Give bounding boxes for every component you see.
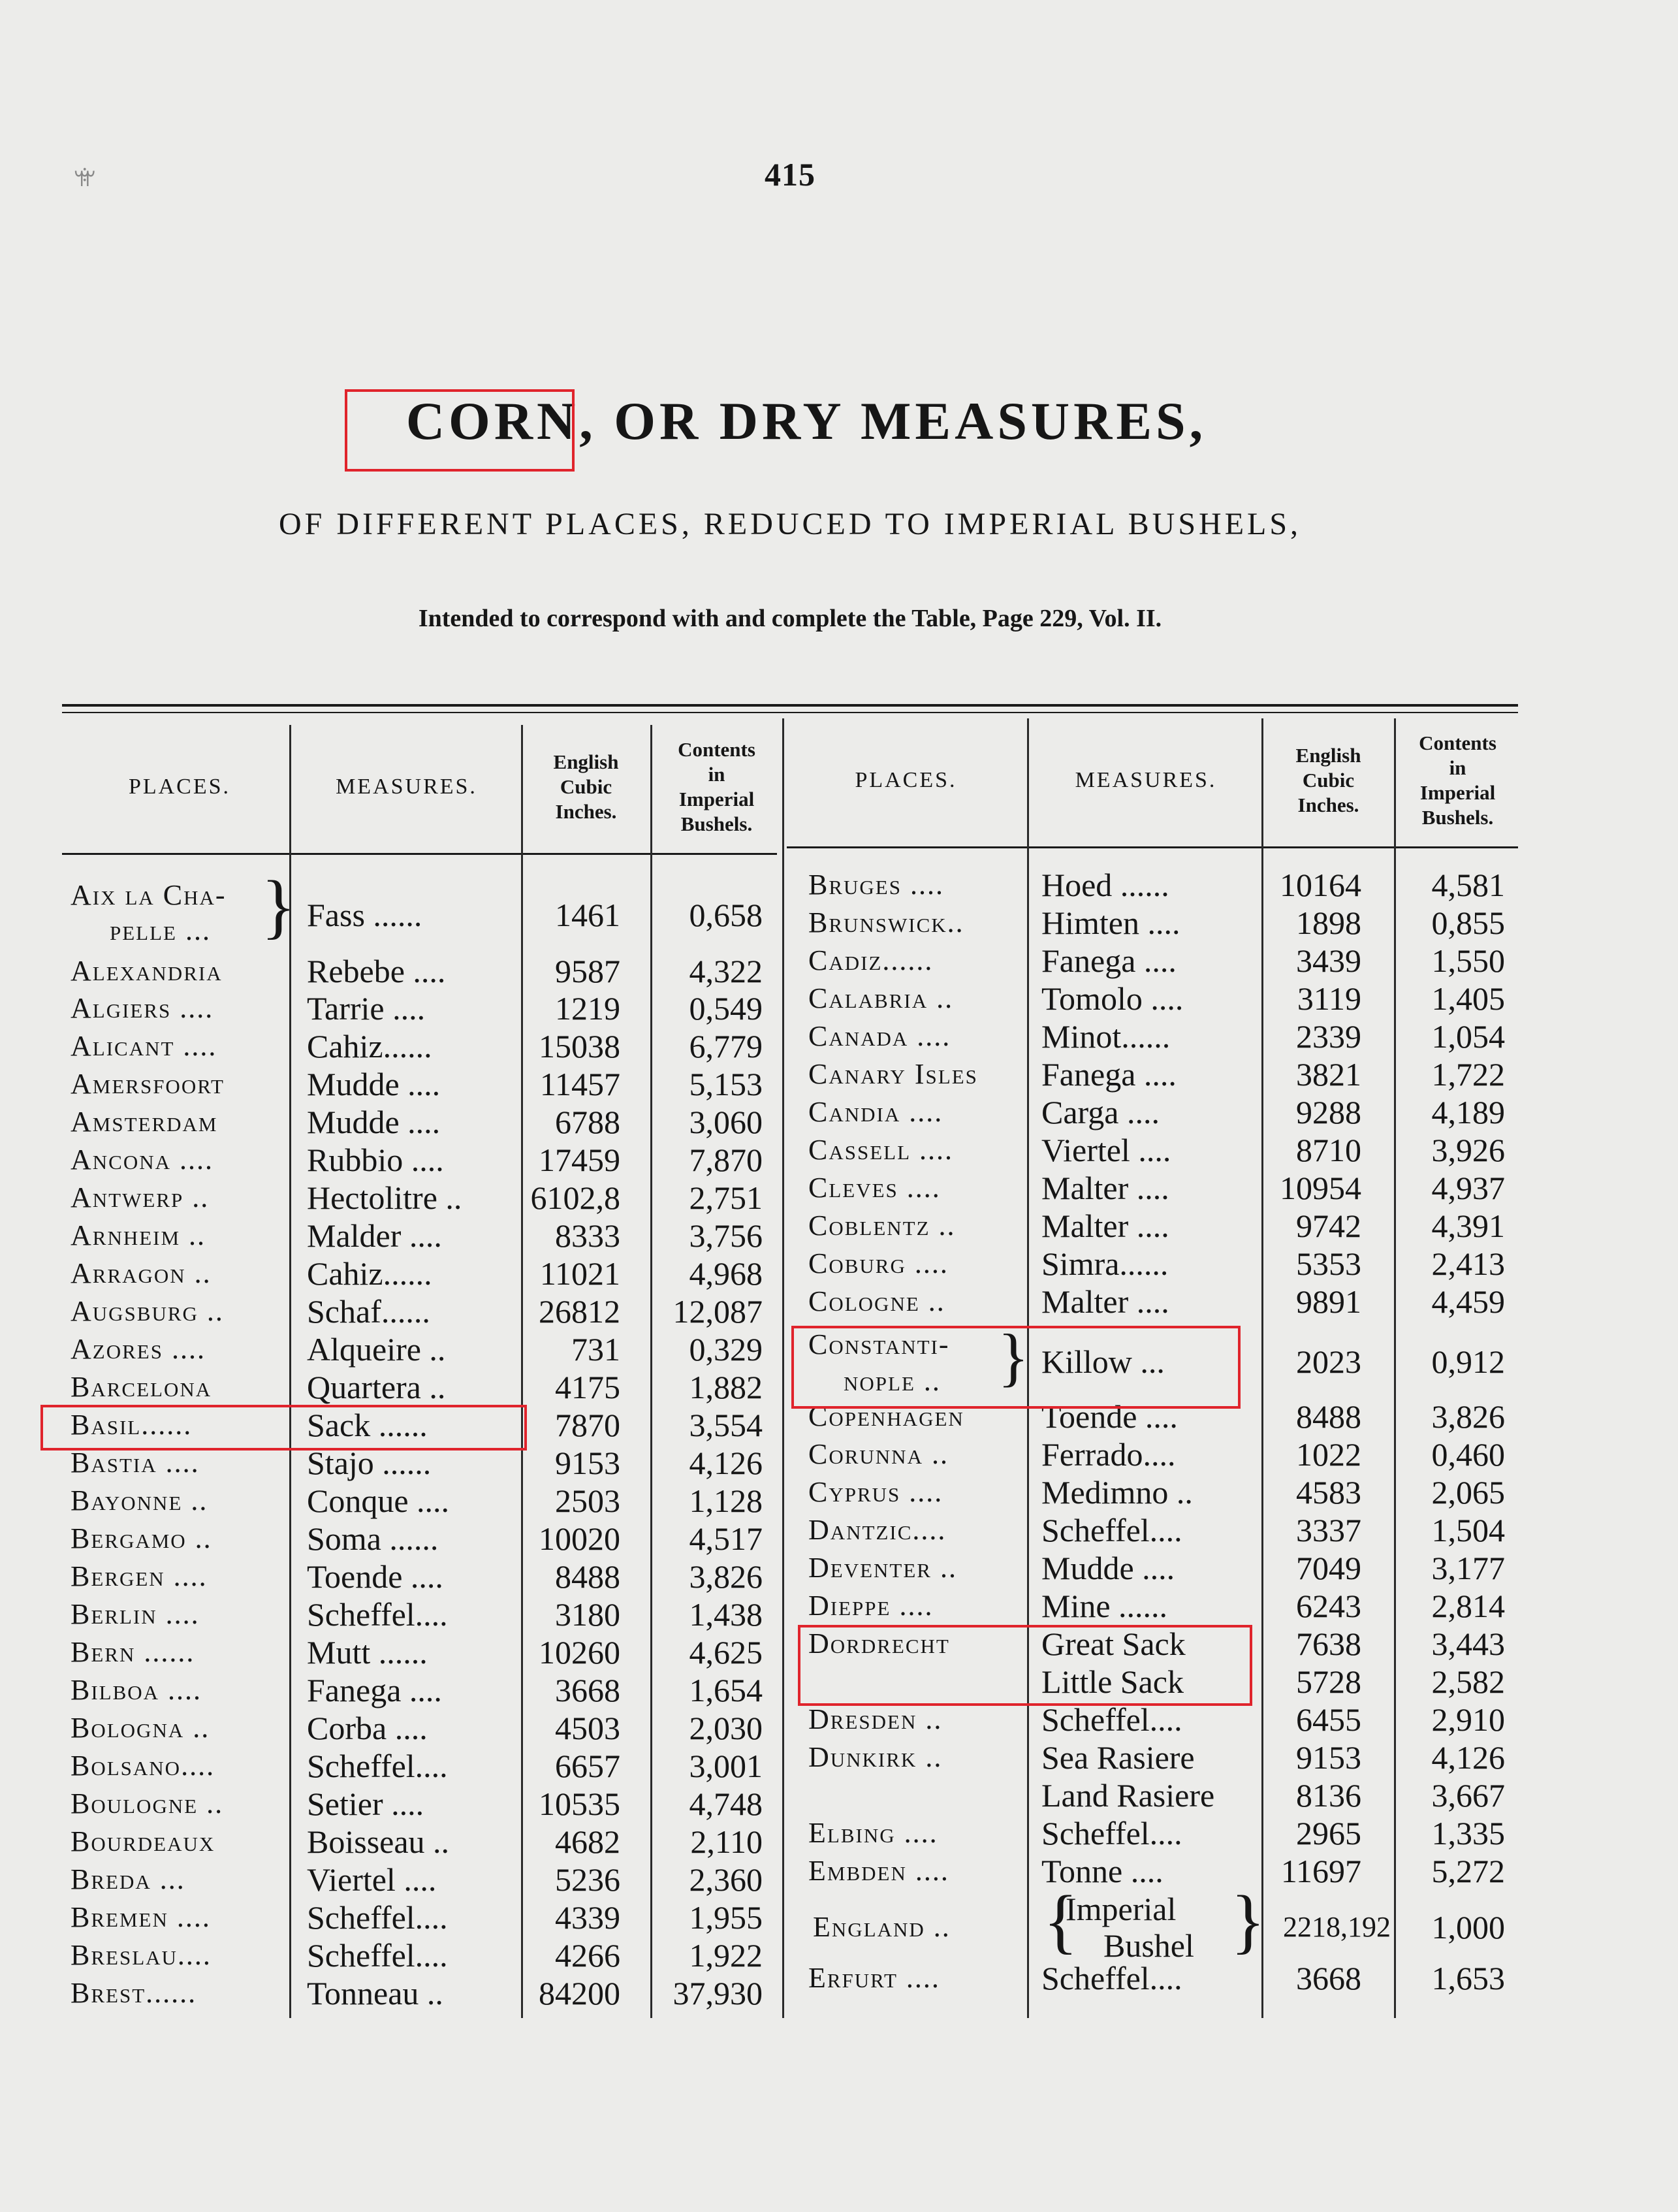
inches-cell: 8488: [555, 1558, 620, 1595]
inches-cell: 84200: [539, 1975, 620, 2012]
place-cell: Canada ....: [808, 1020, 951, 1052]
measure-cell: Schaf......: [307, 1293, 430, 1330]
bushels-cell: 2,030: [689, 1710, 763, 1746]
measure-cell: Little Sack: [1041, 1663, 1184, 1700]
bushels-cell: 3,554: [689, 1407, 763, 1443]
measure-cell: Quartera ..: [307, 1369, 446, 1405]
inches-cell: 15038: [539, 1028, 620, 1065]
measure-cell: Mudde ....: [1041, 1550, 1175, 1586]
inches-cell: 2339: [1296, 1018, 1361, 1055]
place-cell: Bergamo ..: [71, 1522, 212, 1554]
inches-cell: 1022: [1296, 1436, 1361, 1473]
bushels-cell: 1,000: [1431, 1909, 1505, 1946]
bushels-cell: 3,177: [1431, 1550, 1505, 1586]
header-contents-line: Imperial: [678, 788, 755, 810]
bushels-cell: 4,126: [689, 1445, 763, 1481]
inches-cell: 3119: [1297, 980, 1361, 1017]
inches-cell: 10954: [1280, 1170, 1361, 1206]
inches-cell: 6657: [555, 1748, 620, 1784]
place-cell: Brunswick..: [808, 906, 964, 938]
header-inches-line: Inches.: [555, 800, 617, 823]
inches-cell: 1898: [1296, 905, 1361, 941]
inches-cell: 9153: [555, 1445, 620, 1481]
brace-mark: }: [261, 866, 296, 946]
bushels-cell: 2,065: [1431, 1474, 1505, 1511]
table-top-rule-thin: [62, 712, 1518, 713]
bushels-cell: 4,968: [689, 1255, 763, 1292]
place-cell: Coburg ....: [808, 1247, 949, 1279]
measure-cell: Toende ....: [1041, 1398, 1178, 1435]
measure-cell: Ferrado....: [1041, 1436, 1176, 1473]
place-cell: Erfurt ....: [808, 1962, 940, 1994]
inches-cell: 731: [571, 1331, 620, 1368]
bushels-cell: 2,582: [1431, 1663, 1505, 1700]
bushels-cell: 1,654: [689, 1672, 763, 1708]
measure-cell: Malter ....: [1041, 1283, 1169, 1320]
measure-cell: Scheffel....: [1041, 1815, 1182, 1851]
place-cell: Augsburg ..: [71, 1295, 224, 1327]
bushels-cell: 2,910: [1431, 1701, 1505, 1738]
bushels-cell: 1,882: [689, 1369, 763, 1405]
header-inches-right: [1265, 725, 1392, 836]
bushels-cell: 6,779: [689, 1028, 763, 1065]
measure-cell: Scheffel....: [307, 1596, 448, 1633]
bushels-cell: 4,937: [1431, 1170, 1505, 1206]
inches-cell: 2218,192: [1283, 1911, 1391, 1943]
header-contents-right: [1397, 722, 1518, 839]
header-contents-line: Bushels.: [1421, 806, 1494, 829]
place-cell: Bologna ..: [71, 1712, 210, 1744]
measure-cell: Scheffel....: [1041, 1960, 1182, 1996]
inches-cell: 4503: [555, 1710, 620, 1746]
inches-cell: 11021: [539, 1255, 620, 1292]
bushels-cell: 2,814: [1431, 1588, 1505, 1624]
bushels-cell: 1,054: [1431, 1018, 1505, 1055]
header-places-left: PLACES.: [128, 775, 231, 799]
bushels-cell: 0,329: [689, 1331, 763, 1368]
inches-cell: 17459: [539, 1142, 620, 1178]
place-cell: Bergen ....: [71, 1560, 208, 1592]
measure-cell: Corba ....: [307, 1710, 428, 1746]
place-cell: Bolsano....: [71, 1750, 215, 1782]
bushels-cell: 1,722: [1431, 1056, 1505, 1093]
inches-cell: 9153: [1296, 1739, 1361, 1776]
measure-cell: Malder ....: [307, 1217, 442, 1254]
place-cell: Dresden ..: [808, 1703, 943, 1735]
measure-cell: Malter ....: [1041, 1208, 1169, 1244]
bushels-cell: 0,912: [1431, 1343, 1505, 1380]
place-cell: Bern ......: [71, 1636, 195, 1668]
bushels-cell: 4,459: [1431, 1283, 1505, 1320]
measure-cell: Fanega ....: [307, 1672, 442, 1708]
measure-cell: Rebebe ....: [307, 953, 446, 989]
measure-cell-continued: Bushel: [1103, 1927, 1194, 1964]
inches-cell: 4266: [555, 1937, 620, 1974]
bushels-cell: 3,667: [1431, 1777, 1505, 1814]
place-cell-continued: pelle ...: [110, 914, 211, 946]
measure-cell: Mudde ....: [307, 1104, 441, 1140]
place-cell: Barcelona: [71, 1371, 212, 1403]
measure-cell: Killow ...: [1041, 1343, 1165, 1380]
place-cell: Dunkirk ..: [808, 1741, 943, 1773]
place-cell: Antwerp ..: [71, 1181, 210, 1213]
bushels-cell: 0,460: [1431, 1436, 1505, 1473]
bushels-cell: 1,128: [689, 1483, 763, 1519]
inches-cell: 5728: [1296, 1663, 1361, 1700]
place-cell: Alexandria: [71, 955, 223, 987]
inches-cell: 4682: [555, 1823, 620, 1860]
place-cell: Cologne ..: [808, 1285, 945, 1317]
header-contents-line: in: [708, 763, 725, 786]
inches-cell: 10535: [539, 1786, 620, 1822]
place-cell: Ancona ....: [71, 1144, 214, 1176]
place-cell: Algiers ....: [71, 992, 214, 1024]
place-cell: Boulogne ..: [71, 1787, 224, 1819]
place-cell: Bilboa ....: [71, 1674, 202, 1706]
place-cell: Bastia ....: [71, 1447, 200, 1479]
measure-cell: Setier ....: [307, 1786, 424, 1822]
inches-cell: 7638: [1296, 1626, 1361, 1662]
measure-cell: Rubbio ....: [307, 1142, 444, 1178]
header-inches-line: Cubic: [560, 775, 612, 798]
header-inches-line: Cubic: [1302, 769, 1355, 792]
measure-cell: Fanega ....: [1041, 942, 1177, 979]
inches-cell: 6455: [1296, 1701, 1361, 1738]
inches-cell: 11457: [539, 1066, 620, 1102]
bushels-cell: 3,060: [689, 1104, 763, 1140]
place-cell: Canary Isles: [808, 1058, 978, 1090]
measure-cell: Imperial: [1066, 1891, 1177, 1927]
inches-cell: 8333: [555, 1217, 620, 1254]
inches-cell: 2503: [555, 1483, 620, 1519]
inches-cell: 2023: [1296, 1343, 1361, 1380]
place-cell: Breda ...: [71, 1863, 185, 1895]
place-cell: Corunna ..: [808, 1438, 949, 1470]
bushels-cell: 1,335: [1431, 1815, 1505, 1851]
header-measures-right: MEASURES.: [1075, 768, 1217, 792]
bushels-cell: 12,087: [673, 1293, 763, 1330]
page-title: CORN, OR DRY MEASURES,: [405, 391, 1207, 451]
place-cell: Basil......: [71, 1409, 193, 1441]
measure-cell: Mudde ....: [307, 1066, 441, 1102]
inches-cell: 3821: [1296, 1056, 1361, 1093]
place-cell: Constanti-: [808, 1328, 950, 1360]
measure-cell: Scheffel....: [1041, 1512, 1182, 1548]
measure-cell: Sea Rasiere: [1041, 1739, 1195, 1776]
bushels-cell: 37,930: [673, 1975, 763, 2012]
inches-cell: 9587: [555, 953, 620, 989]
header-contents-left: [653, 728, 780, 846]
measure-cell: Hectolitre ..: [307, 1179, 462, 1216]
bushels-cell: 4,581: [1431, 867, 1505, 903]
measure-cell: Carga ....: [1041, 1094, 1160, 1130]
measure-cell: Tomolo ....: [1041, 980, 1184, 1017]
place-cell: Embden ....: [808, 1855, 949, 1887]
header-contents-line: Contents: [1419, 731, 1496, 754]
bushels-cell: 4,189: [1431, 1094, 1505, 1130]
place-cell: Bourdeaux: [71, 1825, 215, 1857]
inches-cell: 6102,8: [530, 1179, 620, 1216]
bushels-cell: 4,748: [689, 1786, 763, 1822]
stray-mark: ꕍ: [73, 163, 97, 192]
inches-cell: 7870: [555, 1407, 620, 1443]
bushels-cell: 1,922: [689, 1937, 763, 1974]
measure-cell: Viertel ....: [1041, 1132, 1171, 1168]
place-cell: Cassell ....: [808, 1134, 954, 1166]
measure-cell: Hoed ......: [1041, 867, 1169, 903]
place-cell: Breslau....: [71, 1939, 212, 1971]
place-cell: Calabria ..: [808, 982, 954, 1014]
place-cell: Berlin ....: [71, 1598, 200, 1630]
bushels-cell: 1,653: [1431, 1960, 1505, 1996]
bushels-cell: 3,001: [689, 1748, 763, 1784]
inches-cell: 4175: [555, 1369, 620, 1405]
bushels-cell: 1,955: [689, 1899, 763, 1936]
bushels-cell: 2,110: [690, 1823, 763, 1860]
inches-cell: 11697: [1280, 1853, 1361, 1889]
bushels-cell: 4,391: [1431, 1208, 1505, 1244]
place-cell: Bayonne ..: [71, 1484, 208, 1516]
bushels-cell: 7,870: [689, 1142, 763, 1178]
bushels-cell: 1,550: [1431, 942, 1505, 979]
place-cell: Arragon ..: [71, 1257, 212, 1289]
col-divider: [650, 725, 652, 2018]
place-cell: Amersfoort: [71, 1068, 225, 1100]
bushels-cell: 4,126: [1431, 1739, 1505, 1776]
place-cell: Alicant ....: [71, 1030, 217, 1062]
measure-cell: Fanega ....: [1041, 1056, 1177, 1093]
measure-cell: Cahiz......: [307, 1028, 432, 1065]
inches-cell: 9288: [1296, 1094, 1361, 1130]
measure-cell: Scheffel....: [307, 1899, 448, 1936]
place-cell: Cadiz......: [808, 944, 934, 976]
measure-cell: Stajo ......: [307, 1445, 432, 1481]
measure-cell: Fass ......: [307, 897, 422, 933]
col-divider-center: [782, 718, 784, 2018]
inches-cell: 10260: [539, 1634, 620, 1671]
header-places-right: PLACES.: [855, 768, 957, 792]
bushels-cell: 3,756: [689, 1217, 763, 1254]
place-cell: Dieppe ....: [808, 1590, 934, 1622]
bushels-cell: 1,405: [1431, 980, 1505, 1017]
place-cell: Dordrecht: [808, 1627, 950, 1659]
bushels-cell: 4,517: [689, 1520, 763, 1557]
bushels-cell: 5,153: [689, 1066, 763, 1102]
inches-cell: 8136: [1296, 1777, 1361, 1814]
header-measures-left: MEASURES.: [336, 775, 477, 799]
measure-cell: Tarrie ....: [307, 990, 426, 1027]
bushels-cell: 1,504: [1431, 1512, 1505, 1548]
inches-cell: 6788: [555, 1104, 620, 1140]
bushels-cell: 0,855: [1431, 905, 1505, 941]
measure-cell: Mutt ......: [307, 1634, 428, 1671]
header-contents-line: Imperial: [1419, 781, 1496, 804]
measure-cell: Scheffel....: [307, 1937, 448, 1974]
measure-cell: Scheffel....: [1041, 1701, 1182, 1738]
inches-cell: 3180: [555, 1596, 620, 1633]
place-cell: Amsterdam: [71, 1106, 218, 1138]
measure-cell: Conque ....: [307, 1483, 450, 1519]
inches-cell: 1219: [555, 990, 620, 1027]
bushels-cell: 3,826: [689, 1558, 763, 1595]
inches-cell: 9742: [1296, 1208, 1361, 1244]
place-cell: Arnheim ..: [71, 1219, 206, 1251]
place-cell: Deventer ..: [808, 1552, 957, 1584]
header-contents-line: Bushels.: [680, 812, 753, 835]
page-note: Intended to correspond with and complete the Table, Page 229, Vol. II.: [418, 605, 1162, 632]
place-cell: Azores ....: [71, 1333, 206, 1365]
place-cell: Dantzic....: [808, 1514, 947, 1546]
bushels-cell: 0,658: [689, 897, 763, 933]
page-subtitle: OF DIFFERENT PLACES, REDUCED TO IMPERIAL BUSHELS,: [278, 507, 1302, 541]
header-inches-line: Inches.: [1297, 793, 1359, 816]
inches-cell: 3668: [1296, 1960, 1361, 1996]
place-cell: Aix la Cha-: [71, 879, 227, 911]
brace-mark: }: [998, 1321, 1029, 1393]
place-cell-continued: nople ..: [844, 1365, 941, 1397]
measure-cell: Toende ....: [307, 1558, 443, 1595]
measure-cell: Boisseau ..: [307, 1823, 450, 1860]
inches-cell: 8710: [1296, 1132, 1361, 1168]
bushels-cell: 5,272: [1431, 1853, 1505, 1889]
measure-cell: Minot......: [1041, 1018, 1171, 1055]
place-cell: Bruges ....: [808, 869, 944, 901]
bushels-cell: 3,826: [1431, 1398, 1505, 1435]
place-cell: Brest......: [71, 1977, 197, 2009]
header-inches-line: English: [1295, 744, 1361, 767]
place-cell: Cyprus ....: [808, 1476, 943, 1508]
measure-cell: Simra......: [1041, 1245, 1169, 1282]
measure-cell: Sack ......: [307, 1407, 428, 1443]
header-inches-left: [522, 731, 650, 842]
measure-cell: Tonneau ..: [307, 1975, 443, 2012]
measure-cell: Malter ....: [1041, 1170, 1169, 1206]
header-contents-line: in: [1449, 756, 1466, 779]
measure-cell: Mine ......: [1041, 1588, 1168, 1624]
inches-cell: 9891: [1296, 1283, 1361, 1320]
measure-cell: Land Rasiere: [1041, 1777, 1215, 1814]
place-cell: England ..: [813, 1911, 951, 1943]
measure-cell: Viertel ....: [307, 1861, 437, 1898]
measure-cell: Medimno ..: [1041, 1474, 1193, 1511]
header-contents-line: Contents: [678, 738, 755, 761]
page-number: 415: [765, 156, 815, 193]
table-top-rule: [62, 704, 1518, 707]
col-divider: [1394, 718, 1396, 2018]
measure-cell: Alqueire ..: [307, 1331, 446, 1368]
bushels-cell: 3,443: [1431, 1626, 1505, 1662]
place-cell: Elbing ....: [808, 1817, 938, 1849]
inches-cell: 8488: [1296, 1398, 1361, 1435]
inches-cell: 3439: [1296, 942, 1361, 979]
measure-cell: Soma ......: [307, 1520, 439, 1557]
place-cell: Bremen ....: [71, 1901, 211, 1933]
inches-cell: 3337: [1296, 1512, 1361, 1548]
bushels-cell: 0,549: [689, 990, 763, 1027]
bushels-cell: 2,413: [1431, 1245, 1505, 1282]
brace-mark: }: [1231, 1881, 1265, 1961]
place-cell: Copenhagen: [808, 1400, 964, 1432]
measure-cell: Cahiz......: [307, 1255, 432, 1292]
measure-cell: Tonne ....: [1041, 1853, 1164, 1889]
inches-cell: 10020: [539, 1520, 620, 1557]
place-cell: Cleves ....: [808, 1172, 941, 1204]
bushels-cell: 4,322: [689, 953, 763, 989]
place-cell: Candia ....: [808, 1096, 943, 1128]
inches-cell: 3668: [555, 1672, 620, 1708]
bushels-cell: 2,751: [689, 1179, 763, 1216]
measure-cell: Great Sack: [1041, 1626, 1186, 1662]
inches-cell: 5353: [1296, 1245, 1361, 1282]
inches-cell: 1461: [555, 897, 620, 933]
inches-cell: 4339: [555, 1899, 620, 1936]
inches-cell: 5236: [555, 1861, 620, 1898]
header-bottom-rule-right: [787, 846, 1518, 848]
bushels-cell: 4,625: [689, 1634, 763, 1671]
bushels-cell: 3,926: [1431, 1132, 1505, 1168]
header-inches-line: English: [553, 750, 619, 773]
brace-mark: {: [1043, 1881, 1078, 1961]
measure-cell: Scheffel....: [307, 1748, 448, 1784]
inches-cell: 4583: [1296, 1474, 1361, 1511]
inches-cell: 2965: [1296, 1815, 1361, 1851]
header-bottom-rule-left: [62, 853, 777, 855]
inches-cell: 26812: [539, 1293, 620, 1330]
place-cell: Coblentz ..: [808, 1210, 956, 1242]
bushels-cell: 2,360: [689, 1861, 763, 1898]
inches-cell: 7049: [1296, 1550, 1361, 1586]
measure-cell: Himten ....: [1041, 905, 1180, 941]
bushels-cell: 1,438: [689, 1596, 763, 1633]
inches-cell: 10164: [1280, 867, 1361, 903]
inches-cell: 6243: [1296, 1588, 1361, 1624]
